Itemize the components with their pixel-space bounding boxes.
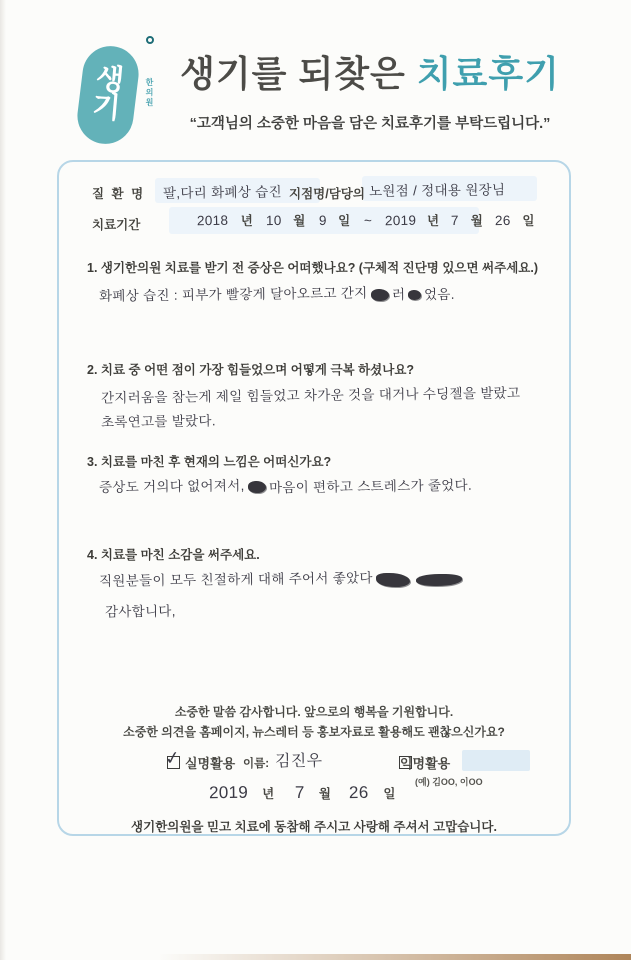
signed-date xyxy=(47,783,557,803)
question-1-answer xyxy=(99,283,455,304)
q1-scribble-1 xyxy=(371,289,389,301)
branch-label: 지점명/담당의 xyxy=(289,187,365,201)
period-tilde: ~ xyxy=(363,212,372,229)
page-title-dark: 생기를 되찾은 xyxy=(180,53,417,94)
date-day: 26 xyxy=(349,782,369,803)
date-unit-day: 일 xyxy=(383,787,396,801)
date-unit-month: 월 xyxy=(318,787,331,801)
q1-answer-part2: 러 xyxy=(391,286,405,303)
check-icon: ✓ xyxy=(163,747,182,769)
question-2-label: 2. 치료 중 어떤 점이 가장 힘들었으며 어떻게 극복 하셨나요? xyxy=(87,363,415,377)
scan-edge-bottom xyxy=(0,954,631,960)
name-value: 김진우 xyxy=(274,752,323,771)
period-end-month: 7 xyxy=(451,212,460,229)
review-form-box xyxy=(57,160,571,836)
example-hint: (예) 김OO, 이OO xyxy=(415,777,483,787)
logo-char-bottom: 기 xyxy=(91,90,122,126)
q4-scribble-1 xyxy=(376,573,410,587)
period-unit-year2: 년 xyxy=(426,214,440,228)
scan-edge-left xyxy=(0,0,6,960)
q4-answer-line2: 감사합니다, xyxy=(104,603,176,620)
disease-value: 팔,다리 화폐상 습진 xyxy=(162,184,282,201)
q1-answer-part3: 었음. xyxy=(423,286,455,303)
page-title-accent: 치료후기 xyxy=(416,53,560,94)
period-end-day: 26 xyxy=(495,212,511,229)
anonymous-name-field xyxy=(462,750,530,771)
branch-value: 노원점 / 정대용 원장님 xyxy=(368,182,506,199)
q4-answer-part1: 직원분들이 모두 친절하게 대해 주어서 좋았다 xyxy=(98,570,373,589)
realname-checkbox xyxy=(163,747,182,769)
question-4-answer xyxy=(99,568,465,589)
q1-answer-part1: 화폐상 습진 : 피부가 빨갛게 달아오르고 간지 xyxy=(98,285,368,304)
thanks-line-2: 소중한 의견을 홈페이지, 뉴스레터 등 홍보자료로 활용해도 괜찮으신가요? xyxy=(123,725,505,739)
logo-char-top: 생 xyxy=(94,63,126,98)
period-unit-day2: 일 xyxy=(522,214,535,228)
logo-ring-icon xyxy=(146,36,154,44)
period-start-month: 10 xyxy=(266,212,282,229)
thanks-line-1: 소중한 말씀 감사합니다. 앞으로의 행복을 기원합니다. xyxy=(174,705,454,719)
q4-scribble-2 xyxy=(416,574,462,586)
period-unit-year: 년 xyxy=(240,214,253,228)
question-1-label: 1. 생기한의원 치료를 받기 전 증상은 어떠했나요? (구체적 진단명 있으면 써주세요.) xyxy=(87,261,538,275)
period-label: 치료기간 xyxy=(92,218,141,232)
q1-scribble-2 xyxy=(408,290,421,300)
date-year: 2019 xyxy=(208,782,248,803)
period-start-day: 9 xyxy=(318,212,327,229)
date-unit-year: 년 xyxy=(262,787,275,801)
period-start-year: 2018 xyxy=(196,212,229,229)
q3-scribble xyxy=(248,481,266,493)
q2-answer-line1: 간지러움을 참는게 제일 힘들었고 차가운 것을 대거나 수딩젤을 발랐고 xyxy=(100,385,521,406)
date-month: 7 xyxy=(294,782,305,803)
q3-answer-part1: 증상도 거의다 없어져서, xyxy=(98,478,245,495)
page-subtitle: “고객님의 소중한 마음을 담은 치료후기를 부탁드립니다.” xyxy=(189,116,551,132)
period-unit-day: 일 xyxy=(338,214,351,228)
q3-answer-part2: 마음이 편하고 스트레스가 줄었다. xyxy=(268,477,472,496)
period-value xyxy=(197,211,534,230)
disease-label: 질 환 명 xyxy=(92,187,146,201)
period-unit-month: 월 xyxy=(293,214,306,228)
logo-clinic-label: 한의원 xyxy=(145,78,154,108)
closing-line: 생기한의원을 믿고 치료에 동참해 주시고 사랑해 주셔서 고맙습니다. xyxy=(131,820,497,834)
anonymous-label: 익명활용 xyxy=(400,756,451,771)
period-end-year: 2019 xyxy=(385,212,417,229)
question-4-label: 4. 치료를 마친 소감을 써주세요. xyxy=(87,548,260,562)
page-title xyxy=(120,46,620,97)
period-unit-month2: 월 xyxy=(470,214,483,228)
question-3-label: 3. 치료를 마친 후 현재의 느낌은 어떠신가요? xyxy=(87,455,332,469)
question-3-answer xyxy=(99,475,472,496)
q2-answer-line2: 초록연고를 발랐다. xyxy=(100,413,216,430)
realname-label: 실명활용 xyxy=(185,756,236,771)
name-label: 이름: xyxy=(243,758,270,770)
